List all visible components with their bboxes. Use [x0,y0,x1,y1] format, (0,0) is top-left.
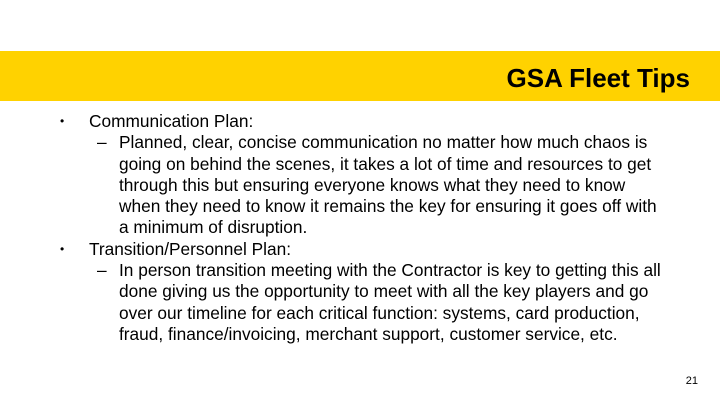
page-number: 21 [685,375,698,387]
slide-title: GSA Fleet Tips [506,63,690,93]
title-band [0,51,720,101]
bullet-text: Communication Plan: [89,111,254,131]
subitem-dash: – [97,132,107,153]
bullet-transition-personnel-plan [0,239,720,260]
bullet-marker: • [60,241,65,256]
bullet-communication-plan [0,111,720,132]
subitem-text: In person transition meeting with the Contractor is key to getting this all done giving us the opportunity to meet with all the key players and go over our timeline for each critical function: systems, card production, fraud, finance/invoicing, merchant support, customer service, etc. [119,260,661,344]
slide-content [0,111,720,345]
bullet-text: Transition/Personnel Plan: [89,238,292,259]
subitem-text: Planned, clear, concise communication no matter how much chaos is going on behind the scenes, it takes a lot of time and resources to get through this but ensuring everyone knows what they need to know when they need to know it remains the key for ensuring it goes off with a minimum of disruption. [119,132,657,238]
subitem-transition-personnel-plan [0,260,720,345]
bullet-marker: • [60,114,65,128]
subitem-communication-plan [0,132,720,238]
subitem-dash: – [97,260,107,281]
